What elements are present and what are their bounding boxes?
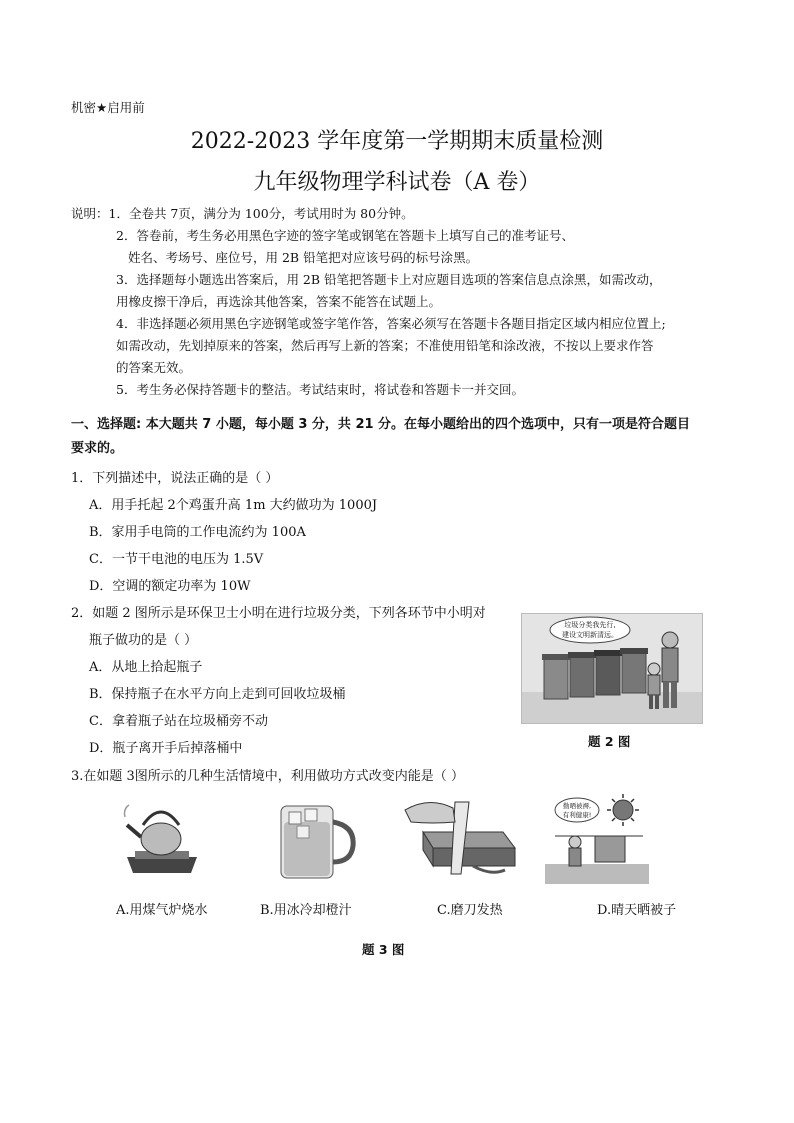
section-heading: 一、选择题: 本大题共 7 小题，每小题 3 分，共 21 分。在每小题给出的四个选项中，只有一项是符合题目 (71, 417, 691, 432)
exam-subtitle: 九年级物理学科试卷（A 卷） (253, 170, 541, 195)
figure-caption: 题 2 图 (588, 734, 631, 749)
instruction-line: 4．非选择题必须用黑色字迹钢笔或签字笔作答，答案必须写在答题卡各题目指定区域内相应位置上; (116, 316, 666, 331)
confidential-mark: 机密★启用前 (71, 100, 145, 115)
garbage-sorting-illustration (521, 613, 703, 724)
figure-bubble-text: 勤晒被褥, (562, 802, 592, 810)
quilt-drying-illustration (545, 792, 649, 884)
figure-bubble-text: 垃圾分类我先行, (564, 621, 616, 629)
figure-caption: 题 3 图 (362, 942, 405, 957)
option-a: A．从地上拾起瓶子 (89, 660, 203, 675)
figure-bubble-text: 有利健康! (562, 811, 592, 819)
option-a: A．用手托起 2个鸡蛋升高 1m 大约做功为 1000J (89, 498, 378, 513)
instruction-line: 用橡皮擦干净后，再选涂其他答案，答案不能答在试题上。 (116, 294, 442, 309)
option-c: C．拿着瓶子站在垃圾桶旁不动 (89, 714, 268, 729)
option-d: D．瓶子离开手后掉落桶中 (89, 741, 243, 756)
question-stem: 3.在如题 3图所示的几种生活情境中，利用做功方式改变内能是（ ） (71, 769, 464, 784)
option-b: B.用冰冷却橙汁 (260, 903, 352, 918)
option-a: A.用煤气炉烧水 (116, 903, 208, 918)
instruction-line: 如需改动，先划掉原来的答案，然后再写上新的答案；不准使用铅笔和涂改液，不按以上要求作答 (116, 338, 654, 353)
kettle-on-stove-illustration (121, 795, 203, 881)
option-c: C.磨刀发热 (437, 903, 503, 918)
exam-title: 2022-2023 学年度第一学期期末质量检测 (190, 129, 604, 154)
figure-bubble-text: 建设文明新清远。 (562, 631, 618, 639)
knife-sharpening-illustration (403, 796, 517, 884)
option-c: C．一节干电池的电压为 1.5V (89, 552, 264, 567)
instruction-line: 5．考生务必保持答题卡的整洁。考试结束时，将试卷和答题卡一并交回。 (116, 382, 524, 397)
instruction-line: 2．答卷前，考生务必用黑色字迹的签字笔或钢笔在答题卡上填写自己的准考证号、 (116, 228, 574, 243)
question-stem: 2．如题 2 图所示是环保卫士小明在进行垃圾分类，下列各环节中小明对 (71, 606, 486, 621)
instruction-line: 的答案无效。 (116, 360, 192, 375)
option-d: D．空调的额定功率为 10W (89, 579, 251, 594)
question-stem: 瓶子做功的是（ ） (89, 633, 198, 648)
section-heading: 要求的。 (71, 441, 124, 456)
instruction-line: 姓名、考场号、座位号，用 2B 铅笔把对应该号码的标号涂黑。 (128, 250, 479, 265)
option-d: D.晴天晒被子 (597, 903, 677, 918)
iced-juice-mug-illustration (275, 800, 357, 882)
option-b: B．家用手电筒的工作电流约为 100A (89, 525, 306, 540)
instruction-line: 3．选择题每小题选出答案后，用 2B 铅笔把答题卡上对应题目选项的答案信息点涂黑，如需改动， (116, 272, 662, 287)
instruction-line: 说明：1．全卷共 7页，满分为 100分，考试用时为 80分钟。 (71, 206, 414, 221)
option-b: B．保持瓶子在水平方向上走到可回收垃圾桶 (89, 687, 346, 702)
question-stem: 1．下列描述中，说法正确的是（ ） (71, 471, 279, 486)
